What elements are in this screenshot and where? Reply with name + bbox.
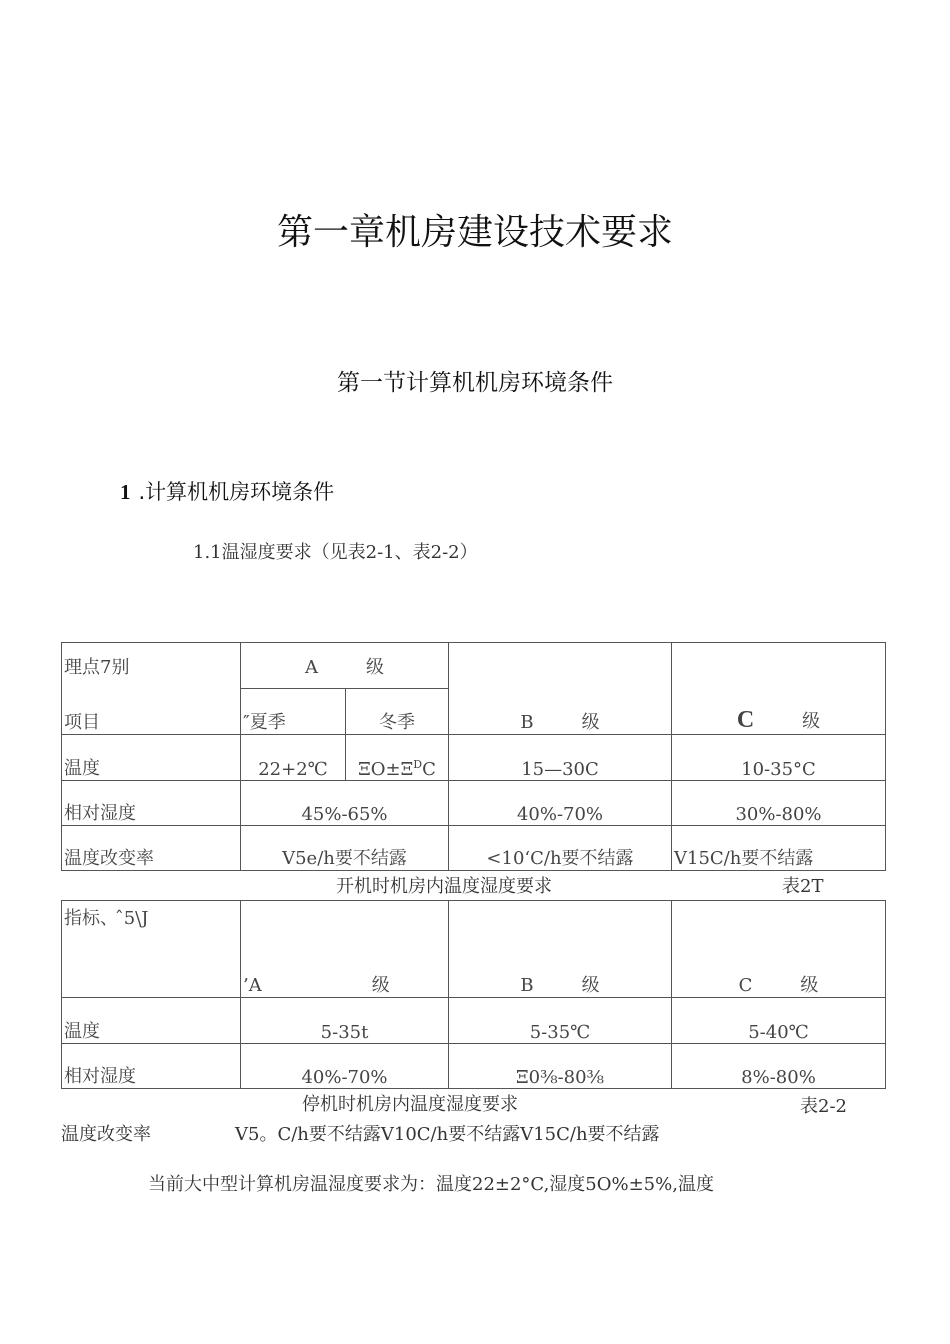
cell-a: 40%-70% bbox=[241, 1044, 449, 1089]
grade-a-label: ’A bbox=[243, 975, 262, 996]
cell-a-winter: $\Xi O\pm\Xi^DC$ bbox=[346, 735, 449, 781]
section-title: 第一节计算机机房环境条件 bbox=[337, 370, 613, 396]
row-label: 相对湿度 bbox=[62, 781, 241, 826]
grade-b-label: B bbox=[520, 975, 534, 996]
header-grade-b bbox=[449, 643, 672, 735]
body-paragraph: 当前大中型计算机房温湿度要求为：温度22±2°C,湿度5O%±5%,温度 bbox=[148, 1174, 714, 1195]
table-startup-conditions bbox=[61, 642, 886, 871]
table-row bbox=[62, 781, 886, 826]
header-corner: 指标、 ̂5\J bbox=[62, 901, 241, 998]
cell-c: 10-35°C bbox=[672, 735, 886, 781]
cell-a-summer: 22+2℃ bbox=[241, 735, 346, 781]
header-corner-bottom: 项目 bbox=[62, 689, 241, 735]
table-header-row bbox=[62, 901, 886, 998]
tail-row-label: 温度改变率 bbox=[61, 1124, 151, 1145]
table1-caption: 开机时机房内温度湿度要求 bbox=[336, 876, 552, 897]
grade-c-label: C bbox=[738, 975, 753, 996]
table-row bbox=[62, 1044, 886, 1089]
header-grade-a bbox=[241, 901, 449, 998]
subsection-number: 1 bbox=[120, 480, 131, 504]
tail-row-text: V5。C/h要不结露V10C/h要不结露V15C/h要不结露 bbox=[235, 1124, 660, 1145]
cell-b: 15—30C bbox=[449, 735, 672, 781]
cell-b: <10‘C/h要不结露 bbox=[449, 826, 672, 871]
cell-a: 5-35t bbox=[241, 998, 449, 1044]
table-shutdown-conditions bbox=[61, 900, 886, 1089]
grade-c-suffix: 级 bbox=[800, 975, 819, 996]
header-corner-top: 理点7别 bbox=[62, 643, 241, 689]
row-label: 温度 bbox=[62, 998, 241, 1044]
row-label: 温度改变率 bbox=[62, 826, 241, 871]
header-winter: 冬季 bbox=[346, 689, 449, 735]
cell-b: Ξ0⅜-80⅜ bbox=[449, 1044, 672, 1089]
grade-c-suffix: 级 bbox=[802, 711, 821, 732]
table2-caption: 停机时机房内温度湿度要求 bbox=[302, 1094, 518, 1115]
header-grade-c bbox=[672, 901, 886, 998]
header-grade-b bbox=[449, 901, 672, 998]
row-label: 相对湿度 bbox=[62, 1044, 241, 1089]
cell-c: V15C/h要不结露 bbox=[672, 826, 886, 871]
cell-a: 45%-65% bbox=[241, 781, 449, 826]
subsection-text: .计算机机房环境条件 bbox=[138, 480, 335, 504]
grade-b-label: B bbox=[520, 712, 534, 733]
header-summer: ″夏季 bbox=[241, 689, 346, 735]
cell-b: 40%-70% bbox=[449, 781, 672, 826]
cell-a: V5e/h要不结露 bbox=[241, 826, 449, 871]
table-header-row bbox=[62, 643, 886, 689]
header-grade-c bbox=[672, 643, 886, 735]
subsection-heading bbox=[120, 476, 334, 506]
table-row bbox=[62, 998, 886, 1044]
subsection-1-1: 1.1温湿度要求（见表2-1、表2-2） bbox=[193, 542, 478, 563]
grade-b-suffix: 级 bbox=[581, 712, 600, 733]
grade-a-label: A bbox=[305, 656, 318, 678]
table2-tag: 表2-2 bbox=[800, 1096, 847, 1117]
cell-c: 8%-80% bbox=[672, 1044, 886, 1089]
grade-c-label: C bbox=[736, 707, 755, 733]
chapter-title: 第一章机房建设技术要求 bbox=[276, 212, 673, 253]
grade-b-suffix: 级 bbox=[581, 975, 600, 996]
grade-a-suffix: 级 bbox=[366, 656, 384, 678]
row-label: 温度 bbox=[62, 735, 241, 781]
table-row bbox=[62, 735, 886, 781]
temperature-change-row bbox=[61, 1120, 660, 1146]
grade-a-suffix: 级 bbox=[371, 975, 390, 996]
header-grade-a bbox=[241, 643, 449, 689]
cell-b: 5-35℃ bbox=[449, 998, 672, 1044]
table1-tag: 表2T bbox=[782, 876, 824, 897]
table-row bbox=[62, 826, 886, 871]
cell-c: 30%-80% bbox=[672, 781, 886, 826]
cell-c: 5-40℃ bbox=[672, 998, 886, 1044]
